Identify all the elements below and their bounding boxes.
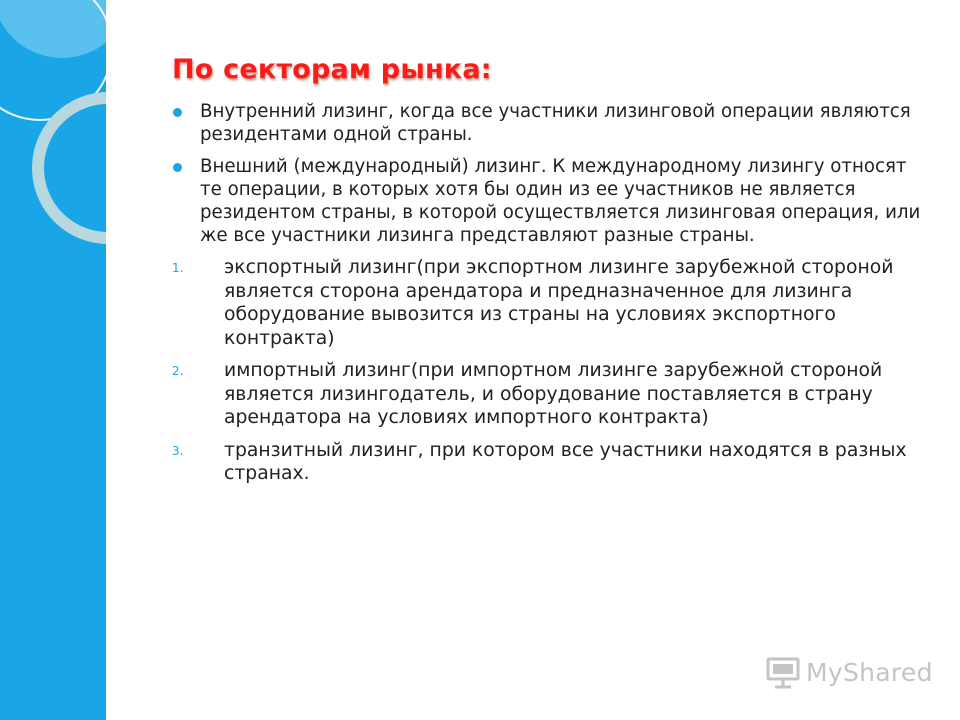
numbered-text: экспортный лизинг(при экспортном лизинге зарубежной стороной является сторона арендатора и предназначенное для лизинга оборудование вывозится из страны на условиях экспортного контракта): [224, 257, 894, 349]
slide-title: По секторам рынка:: [172, 54, 492, 85]
numbered-item: [172, 439, 934, 486]
bullet-dot-icon: [173, 108, 182, 117]
item-number: 2.: [172, 364, 184, 378]
bullet-text: Внешний (международный) лизинг. К международному лизингу относят те операции, в которых хотя бы один из ее участников не является резидентом страны, в которой осуществляется лизинговая операция, или же все участники лизинга представляют разные страны.: [200, 156, 921, 246]
numbered-text: импортный лизинг(при импортном лизинге зарубежной стороной является лизингодатель, и оборудование поставляется в страну арендатора на условиях импортного контракта): [224, 360, 883, 428]
decorative-side-band: [0, 0, 106, 720]
item-number: 3.: [172, 443, 184, 458]
bullet-dot-icon: [173, 163, 182, 172]
numbered-text: транзитный лизинг, при котором все участники находятся в разных странах.: [224, 439, 907, 484]
item-number: 1.: [172, 261, 184, 275]
bullet-item: [172, 100, 934, 146]
numbered-item: [172, 256, 934, 350]
bullet-text: Внутренний лизинг, когда все участники лизинговой операции являются резидентами одной страны.: [200, 101, 911, 145]
projector-screen-icon: [766, 655, 802, 689]
decorative-circle-filled: [0, 0, 106, 58]
decorative-circles: [0, 0, 106, 720]
slide-content: [172, 100, 934, 495]
watermark-logo: [766, 652, 933, 692]
watermark-text: MyShared: [806, 657, 933, 687]
bullet-item: [172, 155, 934, 247]
numbered-item: [172, 359, 934, 430]
